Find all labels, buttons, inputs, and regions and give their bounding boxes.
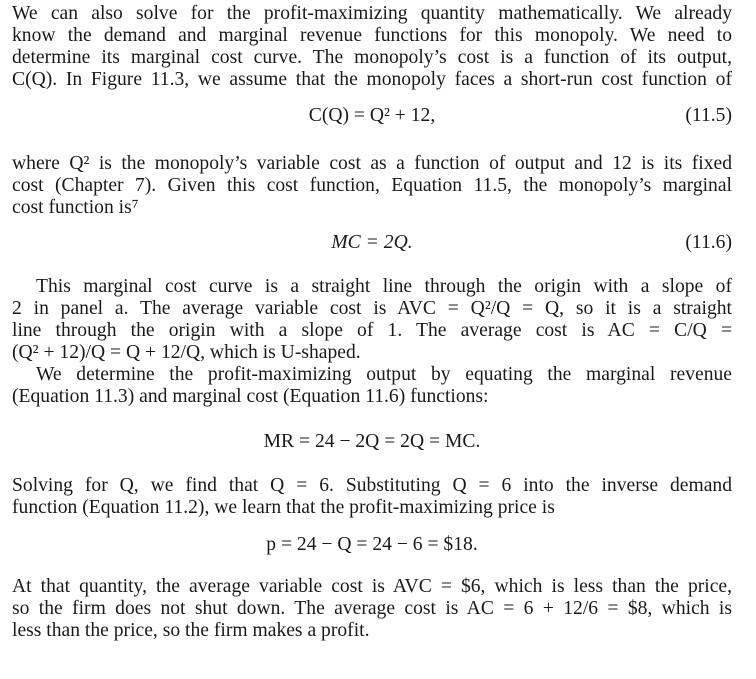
paragraph-6: [12, 576, 732, 642]
equation-11-6: [12, 232, 732, 254]
equation-expression: C(Q) = Q² + 12,: [308, 105, 436, 126]
paragraph-5: [12, 475, 732, 519]
text-line: We can also solve for the profit-maximizing quantity mathematically. We already: [12, 3, 732, 24]
text-line: At that quantity, the average variable cost is AVC = $6, which is less than the price,: [12, 576, 732, 597]
paragraph-3: [12, 276, 732, 364]
equation-mr-equals-mc: [12, 431, 732, 453]
text-line: function (Equation 11.2), we learn that the profit-maximizing price is: [12, 497, 555, 518]
paragraph-1: [12, 3, 732, 91]
equation-expression: MC = 2Q.: [331, 232, 413, 253]
text-line: Solving for Q, we find that Q = 6. Substituting Q = 6 into the inverse demand: [12, 475, 732, 496]
text-line: cost function is⁷: [12, 197, 139, 218]
equation-price: [12, 534, 732, 556]
text-line: cost (Chapter 7). Given this cost function, Equation 11.5, the monopoly’s marginal: [12, 175, 732, 196]
paragraph-2: [12, 153, 732, 219]
text-line: (Q² + 12)/Q = Q + 12/Q, which is U-shaped.: [12, 342, 361, 363]
equation-number: (11.5): [685, 105, 732, 126]
equation-expression: p = 24 − Q = 24 − 6 = $18.: [266, 534, 478, 555]
text-line: where Q² is the monopoly’s variable cost as a function of output and 12 is its fixed: [12, 153, 732, 174]
paragraph-4: [12, 364, 732, 408]
equation-expression: MR = 24 − 2Q = 2Q = MC.: [263, 431, 481, 452]
text-line: determine its marginal cost curve. The monopoly’s cost is a function of its output,: [12, 47, 732, 68]
text-line: 2 in panel a. The average variable cost is AVC = Q²/Q = Q, so it is a straight: [12, 298, 732, 319]
text-line: know the demand and marginal revenue functions for this monopoly. We need to: [12, 25, 732, 46]
text-line: We determine the profit-maximizing output by equating the marginal revenue: [36, 364, 732, 385]
text-line: line through the origin with a slope of 1. The average cost is AC = C/Q =: [12, 320, 732, 341]
text-line: C(Q). In Figure 11.3, we assume that the monopoly faces a short-run cost function of: [12, 69, 732, 90]
text-line: so the firm does not shut down. The average cost is AC = 6 + 12/6 = $8, which is: [12, 598, 732, 619]
equation-11-5: [12, 105, 732, 127]
text-line: This marginal cost curve is a straight line through the origin with a slope of: [36, 276, 732, 297]
text-line: less than the price, so the firm makes a profit.: [12, 620, 370, 641]
text-line: (Equation 11.3) and marginal cost (Equation 11.6) functions:: [12, 386, 489, 407]
equation-number: (11.6): [685, 232, 732, 253]
